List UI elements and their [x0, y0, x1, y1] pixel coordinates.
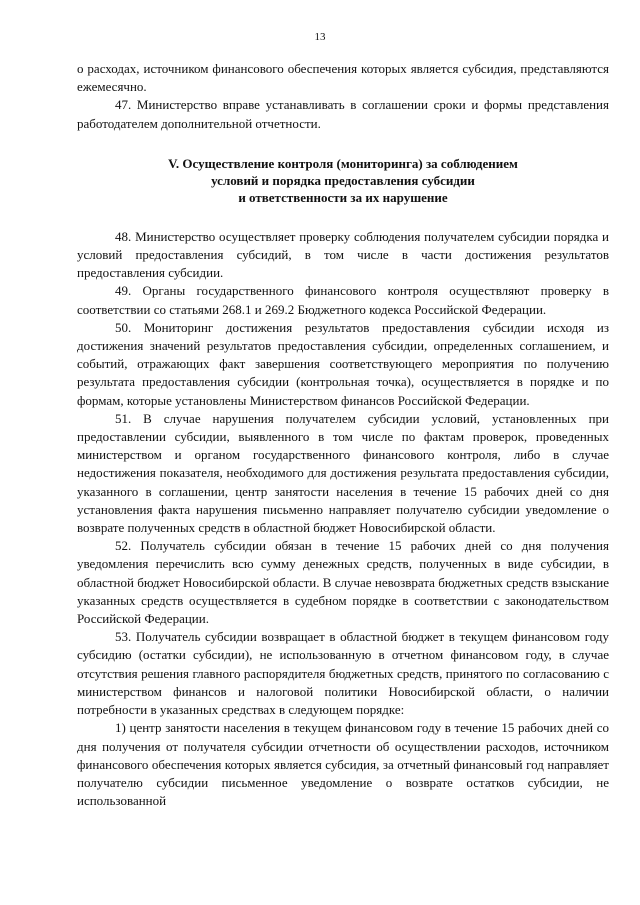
paragraph-50: 50. Мониторинг достижения результатов предоставления субсидии исходя из достижения значений результатов предоставления субсидии, определенных соглашением, и событий, отражающих факт завершения соответствующего мероприятия по получению результата предоставления субсидии (контрольная точка), осуществляется в порядке и по формам, которые установлены Министерством финансов Российской Федерации. [77, 319, 609, 408]
paragraph-continuation: о расходах, источником финансового обеспечения которых является субсидия, представляются ежемесячно. [77, 61, 609, 95]
paragraph-53-item-1: 1) центр занятости населения в текущем финансовом году в течение 15 рабочих дней со дня получения от получателя субсидии отчетности об осуществлении расходов, источником финансового обеспечения которых является субсидия, за отчетный финансовый год направляет получателю субсидии письменное уведомление о возврате остатков субсидии, не использованной [77, 720, 609, 809]
section-heading-line-2: условий и порядка предоставления субсидии [211, 172, 475, 188]
section-heading [77, 155, 609, 206]
document-body [77, 60, 609, 810]
paragraph-53: 53. Получатель субсидии возвращает в областной бюджет в текущем финансовом году субсидию (остатки субсидии), не использованную в отчетном финансовом году, в случае отсутствия решения главного распорядителя бюджетных средств, принятого по согласованию с министерством финансов и налоговой политики Новосибирской области, о наличии потребности в указанных средствах в следующем порядке: [77, 629, 609, 718]
section-heading-line-1: V. Осуществление контроля (мониторинга) за соблюдением [168, 155, 518, 171]
paragraph-49: 49. Органы государственного финансового контроля осуществляют проверку в соответствии со статьями 268.1 и 269.2 Бюджетного кодекса Российской Федерации. [77, 283, 609, 317]
paragraph-47: 47. Министерство вправе устанавливать в соглашении сроки и формы представления работодателем дополнительной отчетности. [77, 97, 609, 131]
paragraph-52: 52. Получатель субсидии обязан в течение 15 рабочих дней со дня получения уведомления перечислить всю сумму денежных средств, полученных в виде субсидии, в областной бюджет Новосибирской области. В случае невозврата бюджетных средств взыскание указанных средств осуществляется в судебном порядке в соответствии с законодательством Российской Федерации. [77, 538, 609, 627]
section-heading-line-3: и ответственности за их нарушение [238, 189, 448, 205]
paragraph-48: 48. Министерство осуществляет проверку соблюдения получателем субсидии порядка и условий предоставления субсидий, в том числе в части достижения результатов предоставления субсидии. [77, 228, 609, 281]
page-number: 13 [314, 31, 326, 43]
paragraph-51: 51. В случае нарушения получателем субсидии условий, установленных при предоставлении субсидии, выявленного в том числе по фактам проверок, проведенных министерством и органом государственного финансового контроля, либо в случае недостижения показателя, необходимого для достижения результата предоставления субсидии, указанного в соглашении, центр занятости населения в течение 15 рабочих дней со дня установления факта нарушения письменно направляет получателю субсидии уведомление о возврате полученных средств в областной бюджет Новосибирской области. [77, 410, 609, 536]
